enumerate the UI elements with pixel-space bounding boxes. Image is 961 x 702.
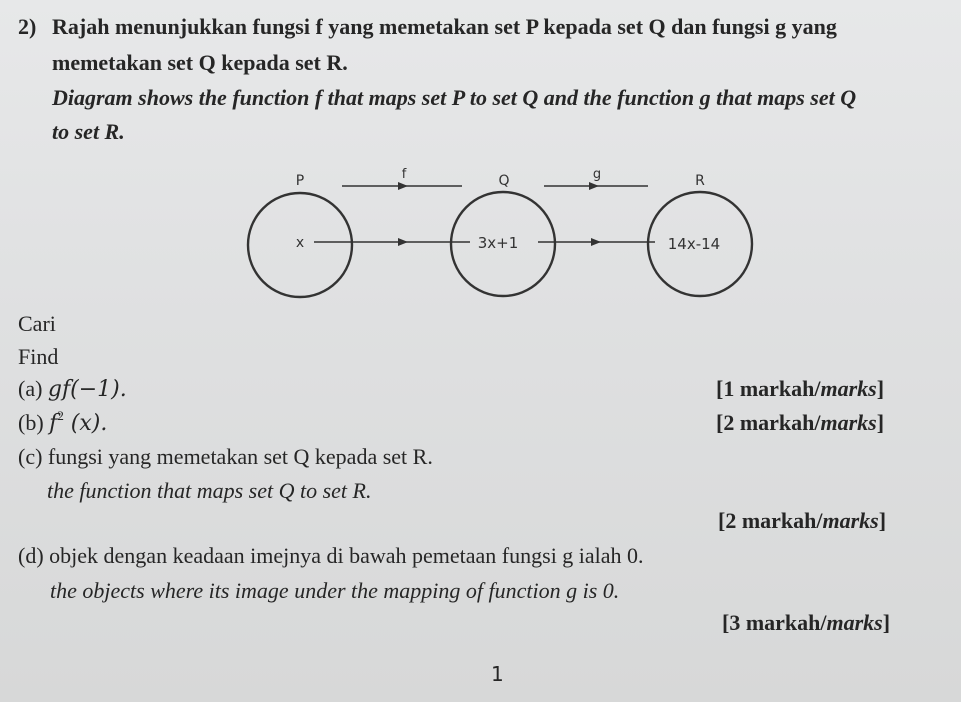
part-c-marks-word: marks [822, 508, 879, 533]
part-b-marks-prefix: [2 markah/ [716, 410, 821, 435]
part-c-english: the function that maps set Q to set R. [47, 478, 372, 503]
set-label-q: Q [498, 173, 510, 189]
part-a-marks-suffix: ] [876, 376, 885, 401]
part-d-marks-word: marks [826, 610, 883, 635]
question-number: 2) [18, 14, 37, 39]
part-c-malay: fungsi yang memetakan set Q kepada set R. [47, 444, 433, 469]
part-a-expression: gf(−1). [47, 377, 127, 402]
part-a-marks-word: marks [820, 376, 877, 401]
part-b-argument: (x). [63, 411, 108, 436]
question-text-english-line2: to set R. [52, 119, 125, 144]
question-text-malay-line1: Rajah menunjukkan fungsi f yang memetakan set P kepada set Q dan fungsi g yang [52, 14, 837, 39]
question-text-english-line1: Diagram shows the function f that maps set P to set Q and the function g that maps set Q [52, 85, 857, 110]
arrowhead-q-to-r [591, 238, 601, 246]
set-label-r: R [695, 173, 705, 189]
part-a [18, 378, 127, 401]
part-c [18, 446, 433, 468]
instruction-english: Find [18, 344, 59, 369]
instruction-malay: Cari [18, 311, 56, 336]
page-number: 1 [491, 662, 504, 686]
part-c-marks [718, 510, 886, 532]
element-14x-minus-14: 14x-14 [667, 235, 721, 253]
part-d-label: (d) [18, 543, 44, 568]
element-3x-plus-1: 3x+1 [477, 234, 519, 252]
function-label-g: g [592, 167, 602, 182]
set-label-p: P [295, 173, 305, 189]
question-text-malay-line2: memetakan set Q kepada set R. [52, 50, 348, 75]
part-b-marks-word: marks [820, 410, 877, 435]
part-d-malay: objek dengan keadaan imejnya di bawah pemetaan fungsi g ialah 0. [49, 543, 644, 568]
part-b-function: f [49, 411, 58, 436]
part-d [18, 545, 644, 567]
arrowhead-x-to-q [398, 238, 408, 246]
part-d-marks-prefix: [3 markah/ [722, 610, 827, 635]
part-b-marks [716, 412, 884, 434]
part-a-marks [716, 378, 884, 400]
function-label-f: f [401, 167, 407, 182]
element-x: x [295, 235, 305, 251]
part-c-marks-prefix: [2 markah/ [718, 508, 823, 533]
part-a-label: (a) [18, 376, 43, 401]
arrowhead-g-top [589, 182, 599, 190]
part-d-marks [722, 612, 890, 634]
part-c-marks-suffix: ] [878, 508, 887, 533]
part-b [18, 408, 108, 436]
part-d-marks-suffix: ] [882, 610, 891, 635]
arrowhead-f-top [398, 182, 408, 190]
part-b-label: (b) [18, 410, 44, 435]
part-b-marks-suffix: ] [876, 410, 885, 435]
part-a-marks-prefix: [1 markah/ [716, 376, 821, 401]
part-d-english: the objects where its image under the mapping of function g is 0. [50, 578, 620, 603]
part-b-power: 2 [57, 408, 64, 423]
part-c-label: (c) [18, 444, 43, 469]
